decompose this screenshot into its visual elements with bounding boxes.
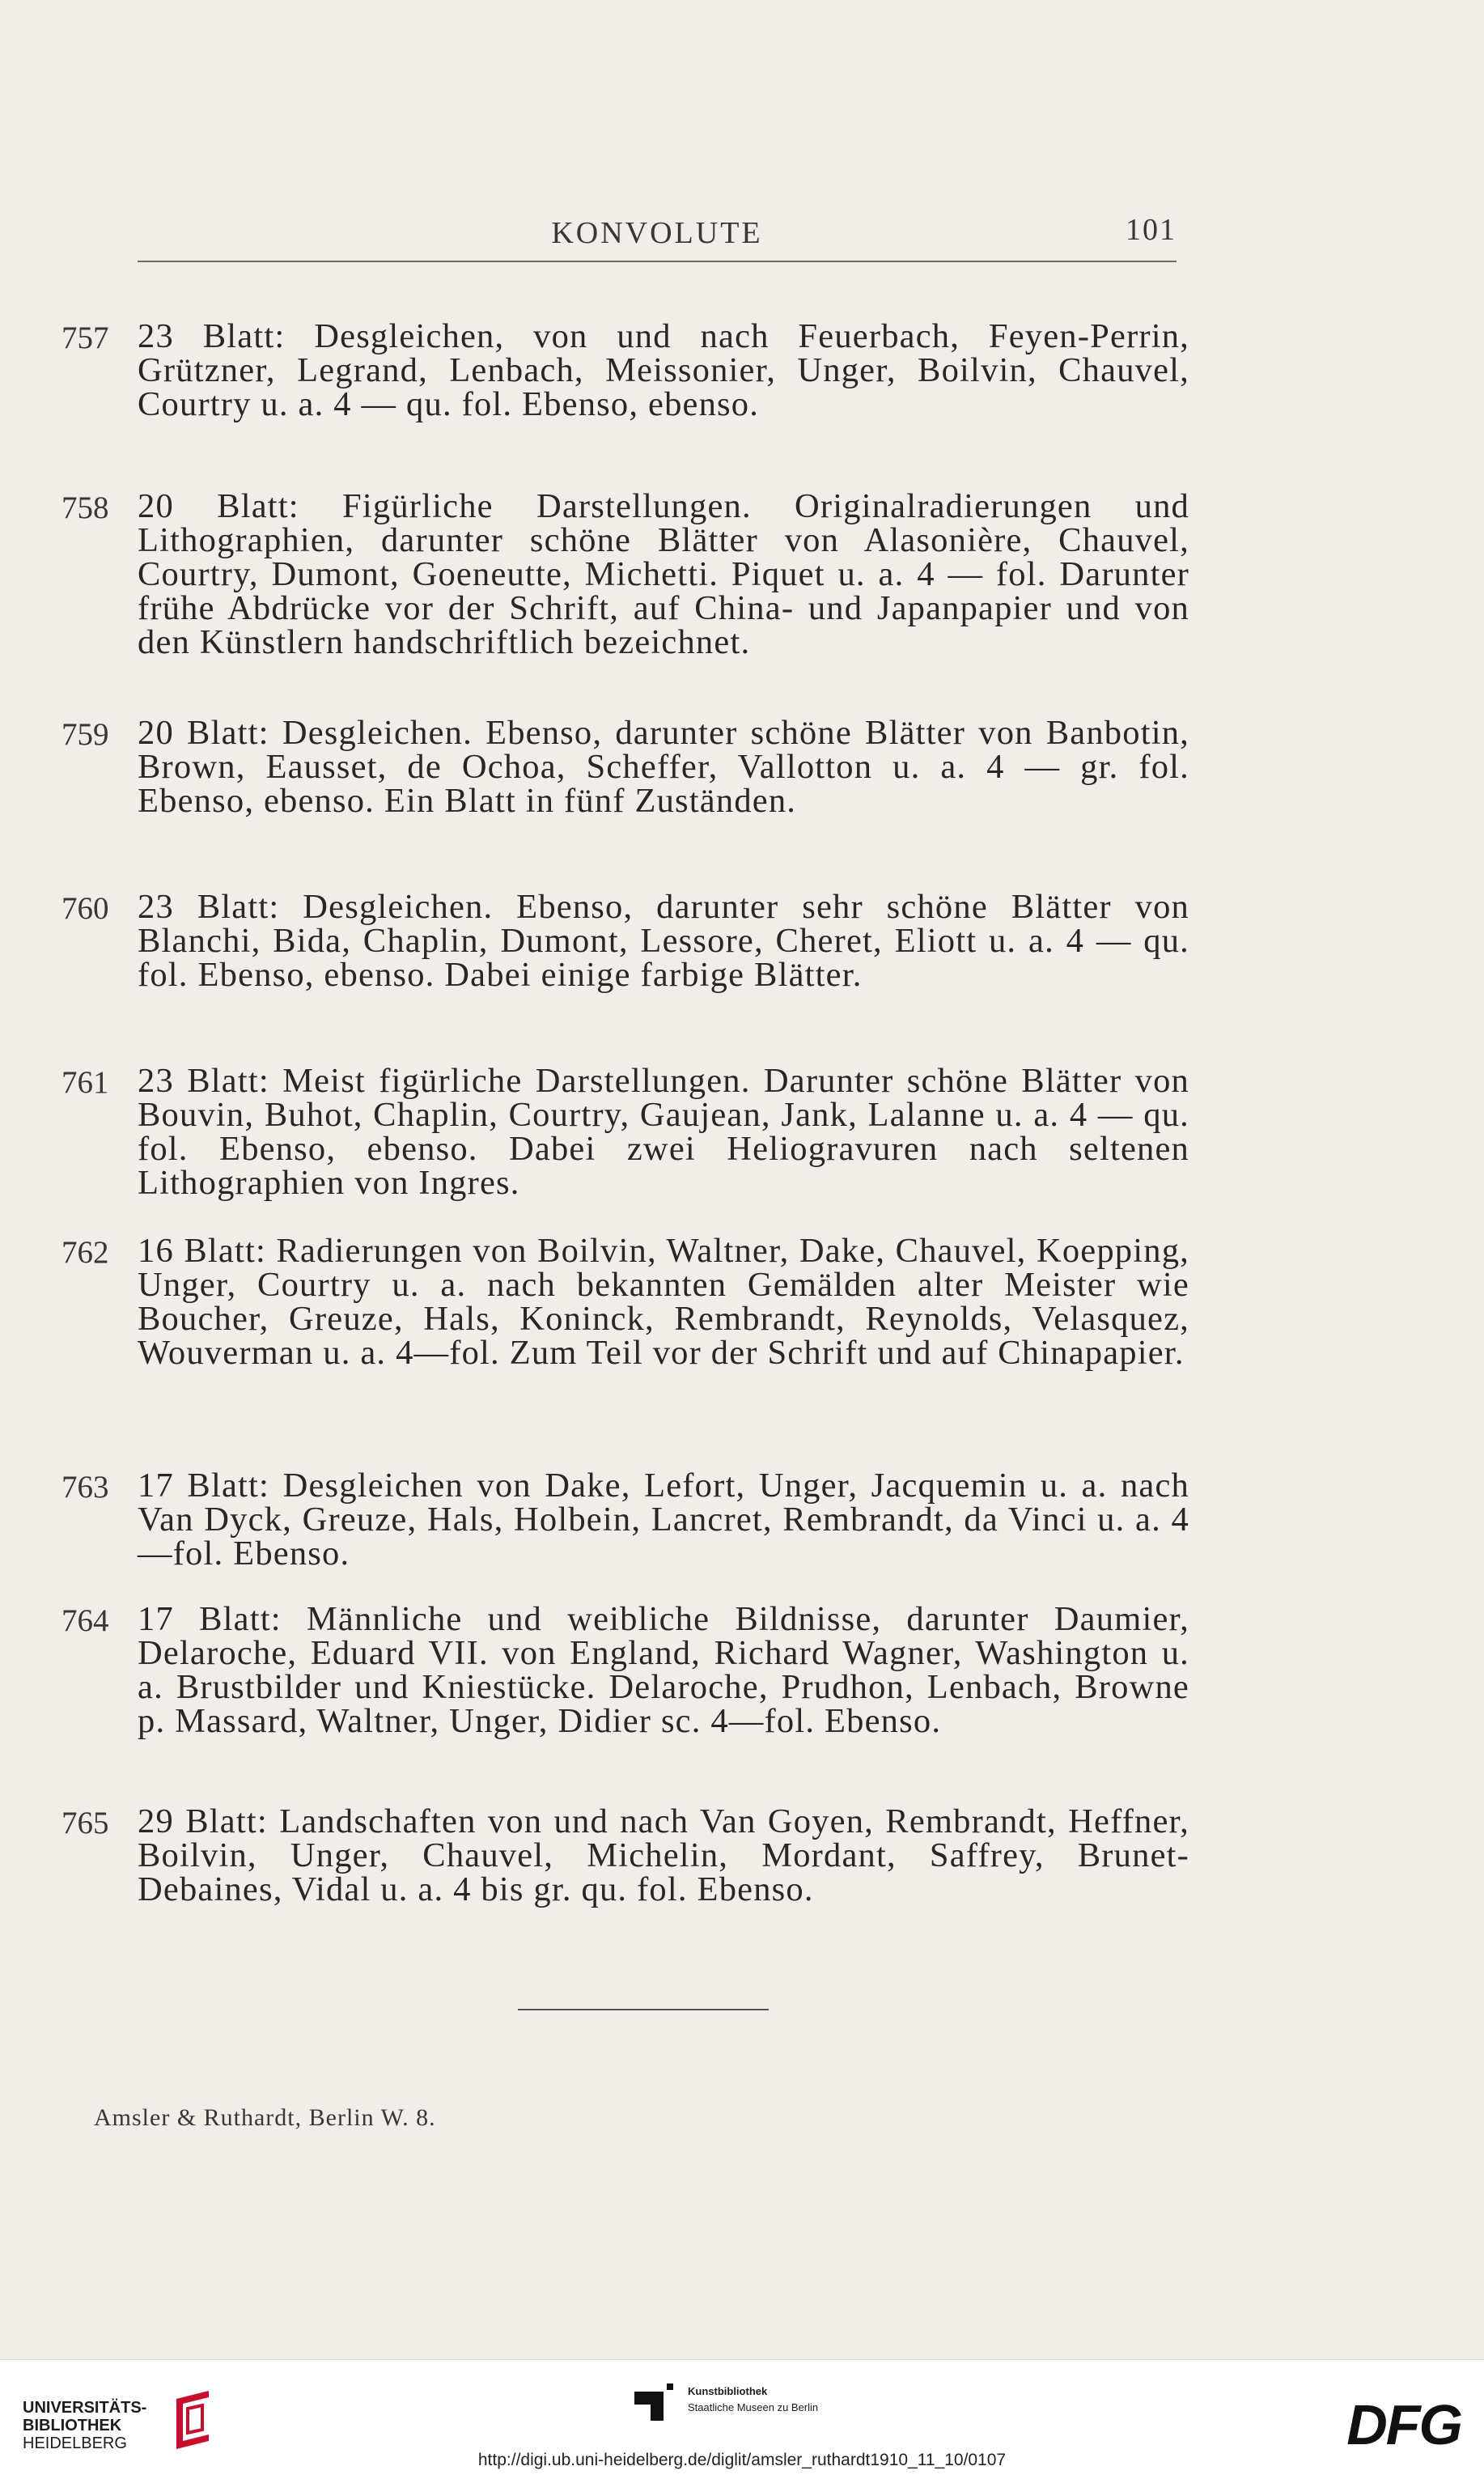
lot-description: 23 Blatt: Desgleichen, von und nach Feuerbach, Feyen-Perrin, Grützner, Legrand, Lenbach, Meissonier, Unger, Boilvin, Chauvel, Courtry u. a. 4 — qu. fol. Ebenso, ebenso. bbox=[138, 317, 1189, 423]
digitization-footer bbox=[0, 2359, 1484, 2479]
dfg-logo[interactable]: DFG bbox=[1346, 2393, 1461, 2456]
page-number: 101 bbox=[1126, 213, 1177, 247]
kunstbibliothek-logo[interactable] bbox=[631, 2380, 874, 2429]
section-title: KONVOLUTE bbox=[551, 216, 763, 250]
lot-description: 29 Blatt: Landschaften von und nach Van Goyen, Rembrandt, Heffner, Boilvin, Unger, Chauvel, Michelin, Mordant, Saffrey, Brunet-Debaines, Vidal u. a. 4 bis gr. qu. fol. Ebenso. bbox=[138, 1802, 1189, 1908]
lot-description: 17 Blatt: Desgleichen von Dake, Lefort, Unger, Jacquemin u. a. nach Van Dyck, Greuze, Hals, Holbein, Lancret, Rembrandt, da Vinci u. a. 4—fol. Ebenso. bbox=[138, 1467, 1189, 1573]
ub-line-2: BIBLIOTHEK bbox=[23, 2417, 122, 2434]
lot-number: 758 bbox=[61, 490, 109, 525]
kb-line-2: Staatliche Museen zu Berlin bbox=[688, 2401, 819, 2413]
ub-line-1: UNIVERSITÄTS- bbox=[23, 2399, 147, 2417]
lot-description: 20 Blatt: Desgleichen. Ebenso, darunter schöne Blätter von Banbotin, Brown, Eausset, de Ochoa, Scheffer, Vallotton u. a. 4 — gr. fol. Ebenso, ebenso. Ein Blatt in fünf Zuständen. bbox=[138, 714, 1189, 820]
lot-number: 757 bbox=[61, 320, 109, 355]
lot-number: 761 bbox=[61, 1065, 109, 1100]
lot-number: 762 bbox=[61, 1235, 109, 1270]
lot-description: 16 Blatt: Radierungen von Boilvin, Waltner, Dake, Chauvel, Koepping, Unger, Courtry u. a. nach bekannten Gemälden alter Meister wie Boucher, Greuze, Hals, Koninck, Rembrandt, Reynolds, Velasquez, Wouverman u. a. 4—fol. Zum Teil vor der Schrift und auf Chinapapier. bbox=[138, 1232, 1189, 1372]
lot-description: 17 Blatt: Männliche und weibliche Bildnisse, darunter Daumier, Delaroche, Eduard VII. von England, Richard Wagner, Washington u. a. Brustbilder und Kniestücke. Delaroche, Prudhon, Lenbach, Browne p. Massard, Waltner, Unger, Didier sc. 4—fol. Ebenso. bbox=[138, 1600, 1189, 1740]
page-header bbox=[138, 212, 1177, 262]
end-rule-divider bbox=[518, 2009, 769, 2010]
lot-description: 23 Blatt: Meist figürliche Darstellungen. Darunter schöne Blätter von Bouvin, Buhot, Chaplin, Courtry, Gaujean, Jank, Lalanne u. a. 4 — qu. fol. Ebenso, ebenso. Dabei zwei Heliogravuren nach seltenen Lithographien von Ingres. bbox=[138, 1062, 1189, 1202]
ub-line-3: HEIDELBERG bbox=[23, 2434, 127, 2452]
ub-heidelberg-wordmark bbox=[23, 2399, 146, 2452]
lot-description: 20 Blatt: Figürliche Darstellungen. Originalradierungen und Lithographien, darunter schöne Blätter von Alasonière, Chauvel, Courtry, Dumont, Goeneutte, Michetti. Piquet u. a. 4 — fol. Darunter frühe Abdrücke vor der Schrift, auf China- und Japanpapier und von den Künstlern handschriftlich bezeichnet. bbox=[138, 487, 1189, 661]
ub-heidelberg-logo[interactable] bbox=[23, 2391, 233, 2456]
lot-number: 763 bbox=[61, 1470, 109, 1505]
lot-number: 759 bbox=[61, 717, 109, 752]
lot-number: 765 bbox=[61, 1806, 109, 1840]
kb-line-1: Kunstbibliothek bbox=[688, 2385, 768, 2397]
lot-number: 760 bbox=[61, 891, 109, 926]
ub-emblem-icon bbox=[152, 2391, 225, 2456]
permalink-url[interactable]: http://digi.ub.uni-heidelberg.de/diglit/amsler_ruthardt1910_11_10/0107 bbox=[477, 2451, 1007, 2469]
kunstbibliothek-emblem-icon bbox=[631, 2380, 676, 2426]
lot-description: 23 Blatt: Desgleichen. Ebenso, darunter sehr schöne Blätter von Blanchi, Bida, Chaplin, Dumont, Lessore, Cheret, Eliott u. a. 4 — qu. fol. Ebenso, ebenso. Dabei einige farbige Blätter. bbox=[138, 888, 1189, 994]
kunstbibliothek-wordmark bbox=[688, 2383, 818, 2416]
publisher-imprint: Amsler & Ruthardt, Berlin W. 8. bbox=[94, 2104, 436, 2131]
lot-number: 764 bbox=[61, 1603, 109, 1638]
